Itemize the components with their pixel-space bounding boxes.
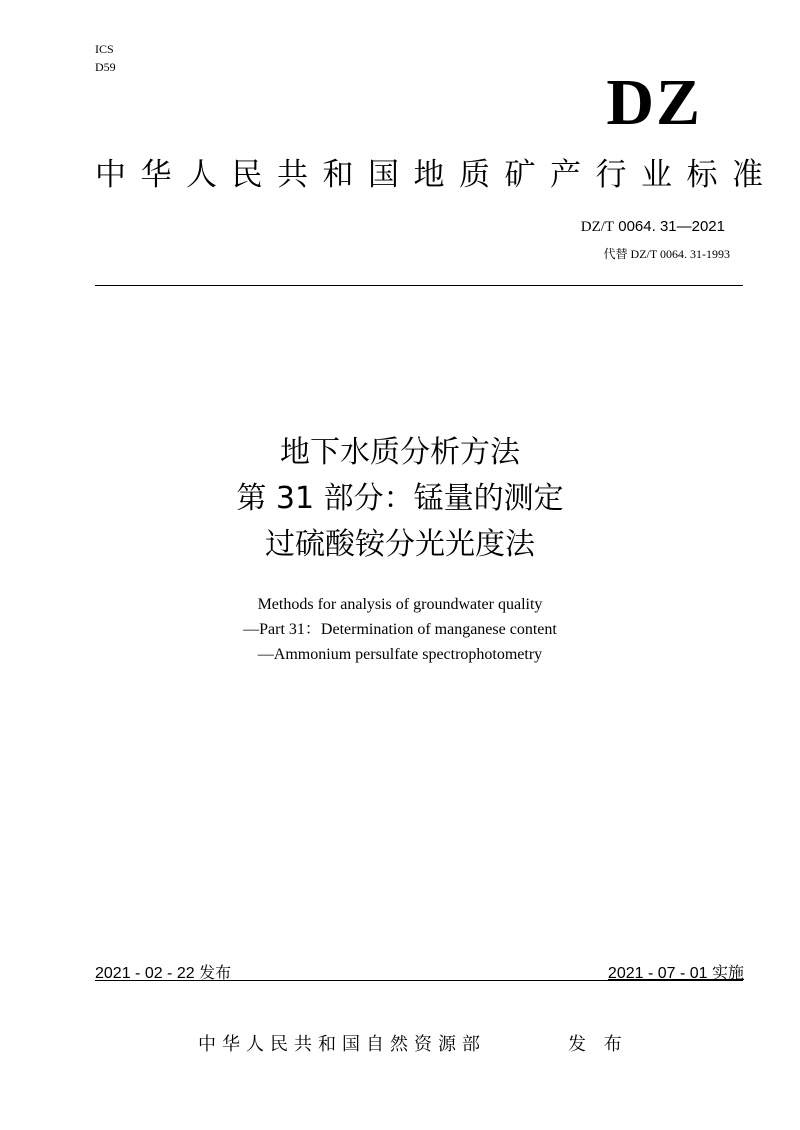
title-zh-line-1: 地下水质分析方法 [280,435,520,470]
footer-divider [95,980,743,981]
ccs-code: D59 [95,60,116,74]
title-zh-line-2: 第 31 部分：锰量的测定 [236,481,564,516]
title-en-line-1: Methods for analysis of groundwater quality [257,596,543,613]
replaces-standard: 代替 DZ/T 0064. 31-1993 [603,247,730,261]
title-en-line-2: —Part 31：Determination of manganese content [243,621,557,638]
dz-logo: DZ [606,66,702,139]
standard-number [581,218,725,236]
classification-codes [95,40,116,76]
publisher-name: 中华人民共和国自然资源部 [198,1034,486,1055]
implementation-date: 2021 - 07 - 01 实施 [607,965,744,982]
standard-number-value: 0064. 31—2021 [618,218,725,235]
standard-number-prefix: DZ/T [580,219,615,235]
publish-label: 发 布 [568,1034,628,1055]
document-title-en [0,592,800,667]
document-title-zh [0,430,800,568]
header-divider [95,285,743,286]
standard-category-title: 中华人民共和国地质矿产行业标准 [95,157,778,193]
ics-label: ICS [95,42,114,56]
issue-date: 2021 - 02 - 22 发布 [95,965,232,982]
title-zh-line-3: 过硫酸铵分光光度法 [265,527,535,562]
title-en-line-3: —Ammonium persulfate spectrophotometry [257,646,543,663]
